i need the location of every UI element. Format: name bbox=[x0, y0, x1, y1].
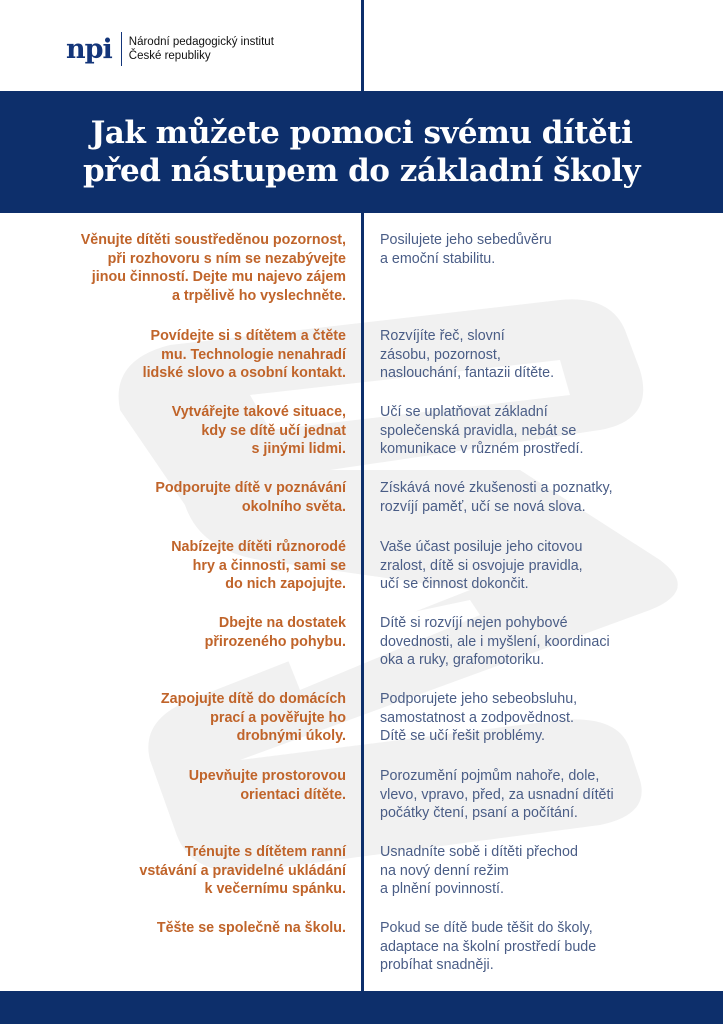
tip-advice-line: Zapojujte dítě do domácích bbox=[160, 691, 346, 707]
tip-benefit-line: a emoční stabilitu. bbox=[380, 250, 496, 267]
tip-advice bbox=[26, 403, 346, 459]
tip-advice-line: prací a pověřujte ho bbox=[210, 709, 346, 726]
tip-advice bbox=[26, 614, 346, 651]
tip-benefit-line: Vaše účast posiluje jeho citovou bbox=[380, 539, 583, 555]
tip-advice-line: Vytvářejte takové situace, bbox=[171, 404, 346, 420]
tip-advice-line: jinou činností. Dejte mu najevo zájem bbox=[91, 269, 346, 285]
tip-advice bbox=[26, 231, 346, 305]
tip-benefit bbox=[380, 231, 680, 268]
tip-benefit-line: oka a ruky, grafomotoriku. bbox=[380, 652, 545, 668]
npi-logo-mark: npi bbox=[66, 33, 112, 65]
org-name-line: Národní pedagogický institut bbox=[128, 36, 274, 48]
footer-bar bbox=[0, 991, 723, 1024]
tip-advice-line: lidské slovo a osobní kontakt. bbox=[142, 365, 346, 381]
tip-benefit-line: Dítě se učí řešit problémy. bbox=[380, 728, 546, 744]
tip-benefit-line: učí se činnost dokončit. bbox=[380, 576, 529, 592]
tip-advice-line: orientaci dítěte. bbox=[240, 786, 346, 803]
tip-benefit-line: dovednosti, ale i myšlení, koordinaci bbox=[380, 633, 610, 650]
tip-benefit bbox=[380, 479, 680, 516]
tip-advice-line: Povídejte si s dítětem a čtěte bbox=[150, 328, 346, 344]
tip-benefit-line: Dítě si rozvíjí nejen pohybové bbox=[380, 615, 568, 631]
tip-advice bbox=[26, 767, 346, 804]
page-title-line: Jak můžete pomoci svému dítěti bbox=[90, 115, 633, 151]
tip-benefit bbox=[380, 538, 680, 594]
tip-advice-line: hry a činnosti, sami se bbox=[192, 557, 346, 574]
title-banner bbox=[0, 91, 723, 213]
tip-advice bbox=[26, 919, 346, 938]
tip-benefit-line: počátky čtení, psaní a počítání. bbox=[380, 805, 578, 821]
tip-benefit bbox=[380, 919, 680, 975]
tip-benefit-line: společenská pravidla, nebát se bbox=[380, 422, 577, 439]
tip-advice-line: k večernímu spánku. bbox=[204, 881, 346, 897]
tip-benefit bbox=[380, 767, 680, 823]
tip-benefit bbox=[380, 403, 680, 459]
tip-advice-line: při rozhovoru s ním se nezabývejte bbox=[107, 250, 346, 267]
tip-advice-line: Věnujte dítěti soustředěnou pozornost, bbox=[80, 232, 346, 248]
tip-advice bbox=[26, 327, 346, 383]
tip-benefit-line: samostatnost a zodpovědnost. bbox=[380, 709, 574, 726]
tip-advice-line: drobnými úkoly. bbox=[236, 728, 346, 744]
tip-advice bbox=[26, 690, 346, 746]
tip-advice-line: a trpělivě ho vyslechněte. bbox=[171, 287, 346, 304]
tip-advice bbox=[26, 538, 346, 594]
tip-benefit bbox=[380, 843, 680, 899]
tip-benefit-line: vlevo, vpravo, před, za usnadní dítěti bbox=[380, 786, 614, 803]
tip-advice-line: Upevňujte prostorovou bbox=[188, 768, 346, 784]
org-name-line: České republiky bbox=[128, 50, 211, 62]
tip-advice-line: Dbejte na dostatek bbox=[218, 615, 346, 631]
tip-advice-line: kdy se dítě učí jednat bbox=[201, 422, 346, 439]
tip-benefit-line: Posilujete jeho sebedůvěru bbox=[380, 232, 552, 248]
page-title-line: před nástupem do základní školy bbox=[83, 153, 640, 189]
tip-advice-line: s jinými lidmi. bbox=[251, 441, 346, 457]
tip-benefit-line: zralost, dítě si osvojuje pravidla, bbox=[380, 557, 583, 574]
tip-benefit-line: Rozvíjíte řeč, slovní bbox=[380, 328, 505, 344]
tip-advice bbox=[26, 479, 346, 516]
tip-benefit-line: Získává nové zkušenosti a poznatky, bbox=[380, 480, 613, 496]
tip-benefit bbox=[380, 690, 680, 746]
tip-benefit-line: zásobu, pozornost, bbox=[380, 346, 501, 363]
tip-benefit-line: Pokud se dítě bude těšit do školy, bbox=[380, 920, 593, 936]
tip-benefit-line: Učí se uplatňovat základní bbox=[380, 404, 548, 420]
tip-benefit-line: Porozumění pojmům nahoře, dole, bbox=[380, 768, 600, 784]
tip-benefit-line: naslouchání, fantazii dítěte. bbox=[380, 365, 555, 381]
tip-benefit bbox=[380, 327, 680, 383]
tip-benefit-line: probíhat snadněji. bbox=[380, 957, 494, 973]
tip-advice-line: Trénujte s dítětem ranní bbox=[184, 844, 346, 860]
tip-advice-line: vstávání a pravidelné ukládání bbox=[139, 862, 346, 879]
tip-benefit-line: Usnadníte sobě i dítěti přechod bbox=[380, 844, 578, 860]
tip-benefit-line: adaptace na školní prostředí bude bbox=[380, 938, 597, 955]
tip-benefit-line: rozvíjí paměť, učí se nová slova. bbox=[380, 498, 586, 515]
tip-benefit-line: a plnění povinností. bbox=[380, 881, 504, 897]
tip-benefit-line: Podporujete jeho sebeobsluhu, bbox=[380, 691, 578, 707]
tip-benefit-line: komunikace v různém prostředí. bbox=[380, 441, 584, 457]
tip-advice-line: Nabízejte dítěti různorodé bbox=[171, 539, 346, 555]
tip-advice bbox=[26, 843, 346, 899]
tip-advice-line: do nich zapojujte. bbox=[225, 576, 346, 592]
tip-benefit bbox=[380, 614, 680, 670]
tip-advice-line: okolního světa. bbox=[241, 498, 346, 515]
tip-advice-line: Podporujte dítě v poznávání bbox=[155, 480, 346, 496]
tip-advice-line: přirozeného pohybu. bbox=[204, 633, 346, 650]
tip-advice-line: mu. Technologie nenahradí bbox=[161, 346, 346, 363]
tip-benefit-line: na nový denní režim bbox=[380, 862, 509, 879]
tip-advice-line: Těšte se společně na školu. bbox=[156, 920, 346, 936]
